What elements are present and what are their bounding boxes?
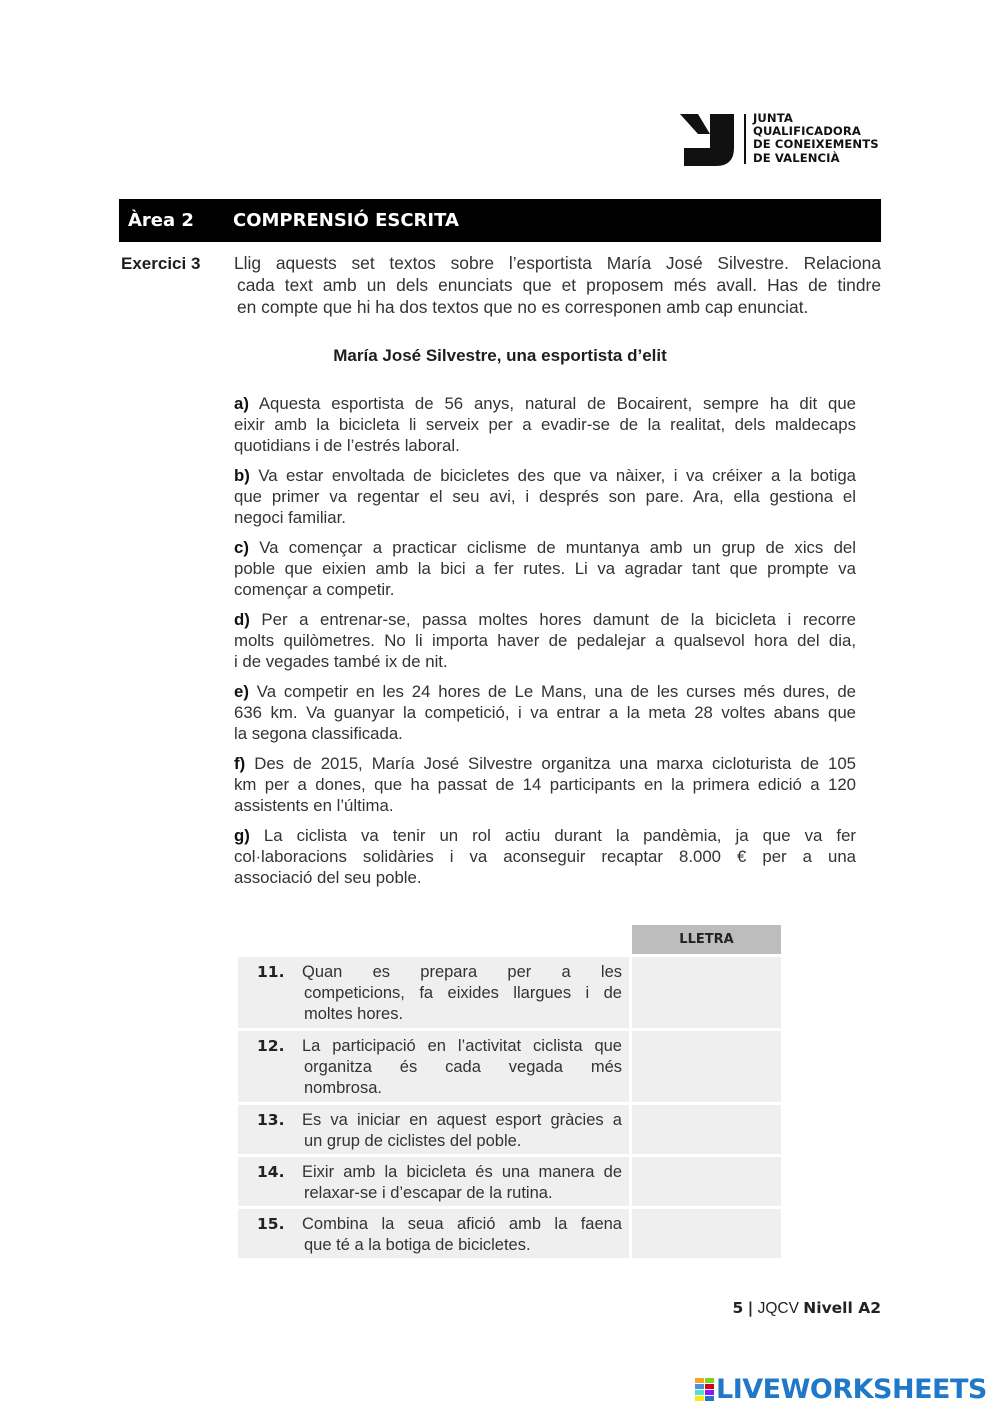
footer-separator: | (747, 1299, 754, 1317)
paragraph-e (234, 681, 856, 744)
footer-level: Nivell A2 (803, 1299, 881, 1317)
table-row (238, 1031, 782, 1102)
logo-text (753, 112, 879, 165)
statement-text (302, 1162, 622, 1204)
area-title: COMPRENSIÓ ESCRITA (233, 210, 459, 231)
paragraph-line: Des de 2015, María José Silvestre organitza una marxa cicloturista de 105 (254, 754, 856, 773)
page-footer (733, 1299, 881, 1318)
paragraph-line: Va competir en les 24 hores de Le Mans, una de les curses més dures, de (256, 682, 856, 701)
statement-cell (238, 957, 629, 1028)
reading-paragraphs (234, 393, 856, 897)
statement-line: Eixir amb la bicicleta és una manera de (302, 1163, 622, 1181)
logo-divider (744, 114, 746, 164)
statement-text (302, 1214, 622, 1256)
statement-cell (238, 1157, 629, 1206)
table-row (238, 1105, 782, 1154)
paragraph-d (234, 609, 856, 672)
paragraph-line: que primer va regentar el seu avi, i després son pare. Ara, ella gestiona el (234, 487, 856, 506)
statement-line: que té a la botiga de bicicletes. (304, 1236, 531, 1254)
answer-cell[interactable] (632, 1209, 781, 1258)
instruction-line: cada text amb un dels enunciats que et proposem més avall. Has de tindre (237, 275, 881, 295)
paragraph-b (234, 465, 856, 528)
statement-text (302, 962, 622, 1025)
instruction-line: en compte que hi ha dos textos que no es corresponen amb cap enunciat. (237, 297, 809, 317)
paragraph-line: Aquesta esportista de 56 anys, natural de Bocairent, sempre ha dit que (258, 394, 856, 413)
logo-line: JUNTA (753, 111, 793, 125)
paragraph-letter: g) (234, 826, 250, 845)
paragraph-line: i de vegades també ix de nit. (234, 652, 448, 671)
paragraph-line: La ciclista va tenir un rol actiu durant la pandèmia, ja que va fer (263, 826, 856, 845)
paragraph-letter: b) (234, 466, 250, 485)
statement-cell (238, 1105, 629, 1154)
table-row (238, 1209, 782, 1258)
statement-number: 14. (257, 1163, 285, 1181)
paragraph-line: molts quilòmetres. No li importa haver de pedalejar a qualsevol hora del dia, (234, 631, 856, 650)
answer-cell[interactable] (632, 1105, 781, 1154)
paragraph-g (234, 825, 856, 888)
paragraph-line: negoci familiar. (234, 508, 346, 527)
paragraph-line: 636 km. Va guanyar la competició, i va entrar a la meta 28 voltes abans que (234, 703, 856, 722)
statement-line: Es va iniciar en aquest esport gràcies a (302, 1111, 622, 1129)
paragraph-line: començar a competir. (234, 580, 395, 599)
paragraph-line: km per a dones, que ha passat de 14 participants en la primera edició a 120 (234, 775, 856, 794)
paragraph-letter: a) (234, 394, 249, 413)
statement-line: La participació en l’activitat ciclista que (302, 1037, 622, 1055)
statement-line: competicions, fa eixides llargues i de (304, 984, 622, 1002)
paragraph-line: quotidians i de l’estrés laboral. (234, 436, 460, 455)
paragraph-letter: d) (234, 610, 250, 629)
footer-org: JQCV (757, 1300, 799, 1317)
statement-number: 12. (257, 1037, 285, 1055)
paragraph-line: associació del seu poble. (234, 868, 422, 887)
logo-line: DE VALENCIÀ (753, 150, 840, 165)
paragraph-line: eixir amb la bicicleta li serveix per a evadir-se de la realitat, dels maldecaps (234, 415, 856, 434)
statement-number: 15. (257, 1215, 285, 1233)
paragraph-c (234, 537, 856, 600)
table-row (238, 957, 782, 1028)
paragraph-line: la segona classificada. (234, 724, 403, 743)
table-row (238, 1157, 782, 1206)
statement-number: 13. (257, 1111, 285, 1129)
answer-cell[interactable] (632, 1157, 781, 1206)
paragraph-letter: f) (234, 754, 246, 773)
area-number: Àrea 2 (128, 210, 194, 231)
answer-cell[interactable] (632, 957, 781, 1028)
paragraph-f (234, 753, 856, 816)
paragraph-line: Va estar envoltada de bicicletes des que va nàixer, i va créixer a la botiga (258, 466, 856, 485)
answer-cell[interactable] (632, 1031, 781, 1102)
statement-cell (238, 1209, 629, 1258)
statement-text (302, 1110, 622, 1152)
paragraph-a (234, 393, 856, 456)
statement-line: nombrosa. (304, 1079, 382, 1097)
logo-line: QUALIFICADORA (753, 124, 861, 139)
statement-text (302, 1036, 622, 1099)
paragraph-line: Per a entrenar-se, passa moltes hores damunt de la bicicleta i recorre (261, 610, 856, 629)
reading-title: María José Silvestre, una esportista d’elit (333, 346, 667, 365)
paragraph-letter: e) (234, 682, 249, 701)
answer-column-header: LLETRA (632, 925, 781, 954)
statement-line: organitza és cada vegada més (304, 1058, 622, 1076)
statement-line: relaxar-se i d’escapar de la rutina. (304, 1184, 553, 1202)
jqcv-logo-mark-icon (680, 112, 738, 166)
paragraph-line: col·laboracions solidàries i va aconseguir recaptar 8.000 € per a una (234, 847, 856, 866)
paragraph-letter: c) (234, 538, 249, 557)
exercise-label: Exercici 3 (121, 254, 201, 273)
statement-line: moltes hores. (304, 1005, 404, 1023)
paragraph-line: Va començar a practicar ciclisme de muntanya amb un grup de xics del (259, 538, 856, 557)
logo-line: DE CONEIXEMENTS (753, 137, 879, 152)
jqcv-logo (680, 112, 890, 168)
area-header-bar (119, 199, 881, 242)
statement-line: Quan es prepara per a les (302, 963, 622, 981)
paragraph-line: poble que eixien amb la bici a fer rutes. Li va agradar tant que prompte va (234, 559, 856, 578)
statement-number: 11. (257, 963, 285, 981)
paragraph-line: assistents en l’última. (234, 796, 394, 815)
instruction-line: Llig aquests set textos sobre l’esportista María José Silvestre. Relaciona (234, 253, 881, 273)
watermark-text: LIVEWORKSHEETS (716, 1374, 987, 1405)
page-number: 5 (732, 1299, 744, 1317)
exercise-instructions (234, 252, 881, 318)
statement-line: un grup de ciclistes del poble. (304, 1132, 522, 1150)
liveworksheets-logo-icon (694, 1377, 716, 1403)
statement-cell (238, 1031, 629, 1102)
statement-line: Combina la seua afició amb la faena (302, 1215, 622, 1233)
